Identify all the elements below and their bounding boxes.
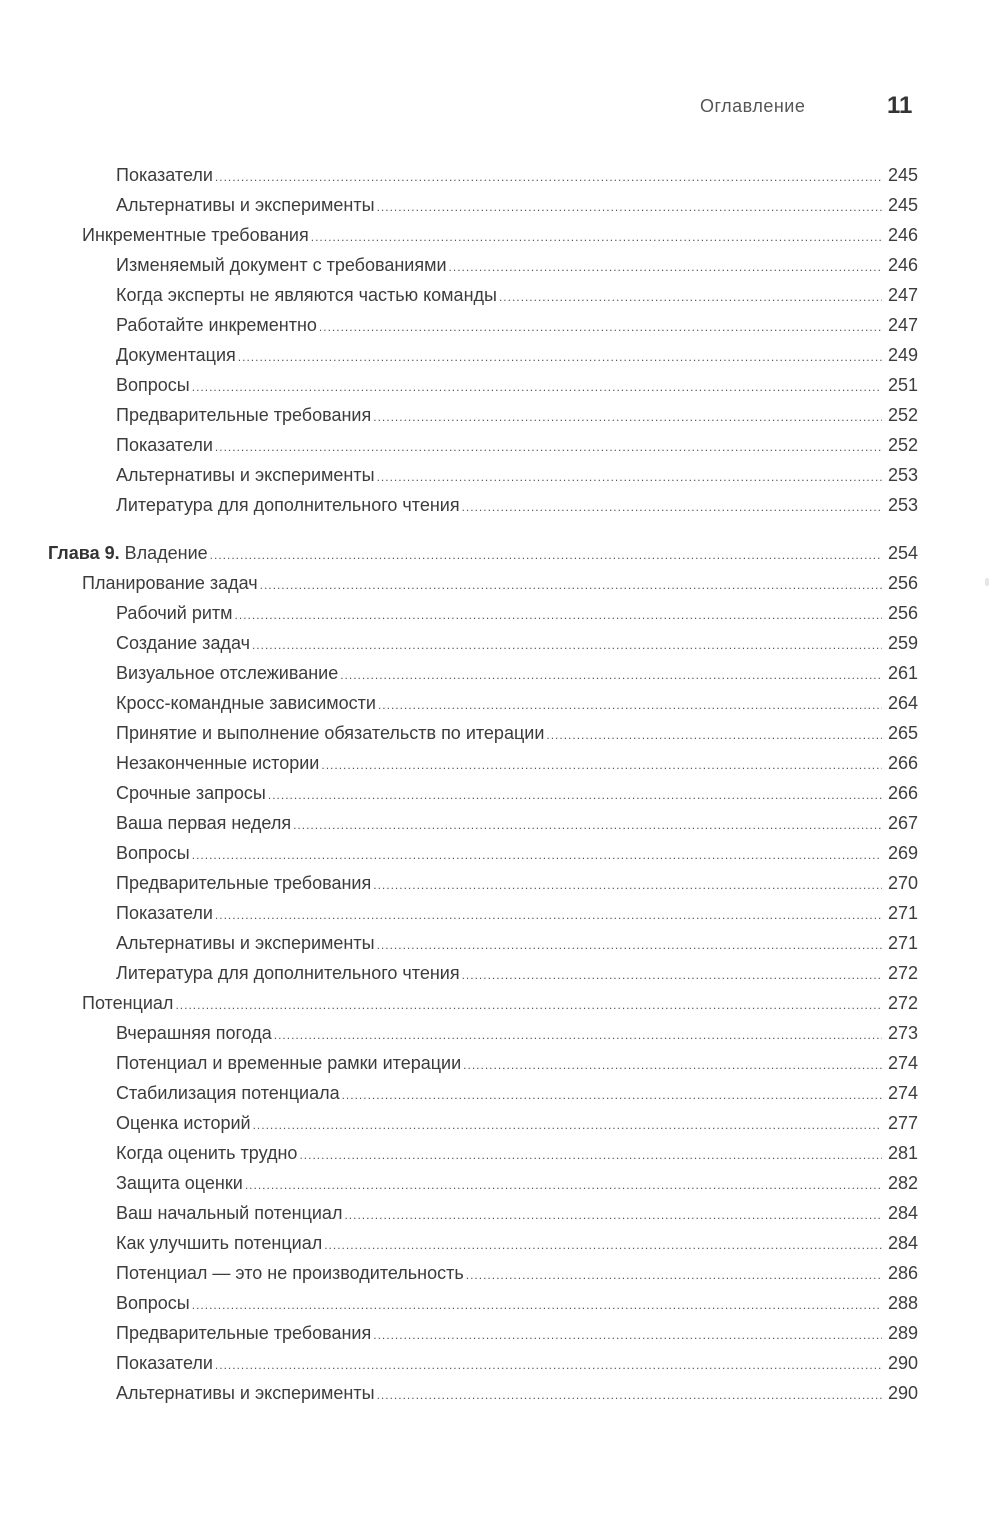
toc-entry-title: Вопросы bbox=[116, 375, 190, 395]
toc-entry[interactable] bbox=[116, 898, 918, 928]
toc-entry-title: Альтернативы и эксперименты bbox=[116, 1383, 375, 1403]
leader-dots bbox=[235, 600, 882, 628]
toc-entry-page: 249 bbox=[887, 345, 918, 365]
toc-entry-title: Принятие и выполнение обязательств по итерации bbox=[116, 723, 545, 743]
toc-entry[interactable] bbox=[116, 1198, 918, 1228]
toc-entry-title: Предварительные требования bbox=[116, 1323, 372, 1343]
leader-dots bbox=[373, 870, 882, 898]
leader-dots bbox=[253, 1110, 882, 1138]
leader-dots bbox=[466, 1260, 882, 1288]
toc-entry-title: Оценка историй bbox=[116, 1113, 251, 1133]
toc-section[interactable] bbox=[82, 988, 918, 1018]
toc-entry-page: 259 bbox=[887, 633, 918, 653]
leader-dots bbox=[268, 780, 882, 808]
toc-entry-page: 288 bbox=[887, 1293, 918, 1313]
toc-entry-page: 266 bbox=[887, 753, 918, 773]
toc-entry-page: 245 bbox=[887, 165, 918, 185]
toc-entry-page: 256 bbox=[887, 573, 918, 593]
toc-entry[interactable] bbox=[116, 808, 918, 838]
toc-entry-page: 270 bbox=[887, 873, 918, 893]
toc-entry-title: Визуальное отслеживание bbox=[116, 663, 339, 683]
toc-entry-title: Срочные запросы bbox=[116, 783, 266, 803]
toc-entry[interactable] bbox=[116, 400, 918, 430]
toc-entry-title: Потенциал bbox=[82, 993, 174, 1013]
toc-entry-title: Незаконченные истории bbox=[116, 753, 320, 773]
toc-entry-page: 267 bbox=[887, 813, 918, 833]
leader-dots bbox=[546, 720, 882, 748]
toc-entry[interactable] bbox=[116, 658, 918, 688]
leader-dots bbox=[342, 1080, 882, 1108]
leader-dots bbox=[192, 372, 882, 400]
toc-entry[interactable] bbox=[116, 1108, 918, 1138]
toc-entry[interactable] bbox=[116, 1288, 918, 1318]
leader-dots bbox=[260, 570, 882, 598]
toc-entry-page: 284 bbox=[887, 1203, 918, 1223]
toc-entry-page: 265 bbox=[887, 723, 918, 743]
toc-entry[interactable] bbox=[116, 1258, 918, 1288]
toc-entry-title: Показатели bbox=[116, 903, 213, 923]
toc-entry-title: Кросс-командные зависимости bbox=[116, 693, 376, 713]
leader-dots bbox=[252, 630, 882, 658]
toc-entry-page: 290 bbox=[887, 1383, 918, 1403]
toc-entry[interactable] bbox=[116, 778, 918, 808]
toc-entry[interactable] bbox=[116, 1348, 918, 1378]
leader-dots bbox=[299, 1140, 882, 1168]
leader-dots bbox=[215, 162, 882, 190]
leader-dots bbox=[499, 282, 882, 310]
toc-entry[interactable] bbox=[116, 958, 918, 988]
toc-entry-page: 251 bbox=[887, 375, 918, 395]
toc-entry[interactable] bbox=[116, 1048, 918, 1078]
toc-section[interactable] bbox=[82, 220, 918, 250]
toc-entry-title: Показатели bbox=[116, 1353, 213, 1373]
toc-entry[interactable] bbox=[116, 1168, 918, 1198]
leader-dots bbox=[215, 432, 882, 460]
toc-entry-title: Защита оценки bbox=[116, 1173, 243, 1193]
toc-entry-title: Инкрементные требования bbox=[82, 225, 309, 245]
toc-entry[interactable] bbox=[116, 718, 918, 748]
leader-dots bbox=[377, 1380, 882, 1408]
toc-entry[interactable] bbox=[116, 928, 918, 958]
toc-entry[interactable] bbox=[116, 340, 918, 370]
toc-entry-title: Потенциал и временные рамки итерации bbox=[116, 1053, 462, 1073]
toc-entry-title: Литература для дополнительного чтения bbox=[116, 963, 460, 983]
toc-entry-title: Показатели bbox=[116, 165, 213, 185]
toc-entry-page: 269 bbox=[887, 843, 918, 863]
leader-dots bbox=[324, 1230, 882, 1258]
toc-entry-page: 264 bbox=[887, 693, 918, 713]
leader-dots bbox=[245, 1170, 882, 1198]
toc-entry-page: 289 bbox=[887, 1323, 918, 1343]
toc-entry-page: 252 bbox=[887, 435, 918, 455]
toc-entry[interactable] bbox=[116, 598, 918, 628]
toc-entry-title: Показатели bbox=[116, 435, 213, 455]
leader-dots bbox=[377, 192, 882, 220]
toc-entry-page: 277 bbox=[887, 1113, 918, 1133]
chapter-prefix: Глава 9. bbox=[48, 543, 120, 563]
leader-dots bbox=[210, 540, 882, 568]
toc-entry[interactable] bbox=[116, 280, 918, 310]
toc-entry-page: 247 bbox=[887, 315, 918, 335]
toc-entry-page: 282 bbox=[887, 1173, 918, 1193]
leader-dots bbox=[377, 462, 882, 490]
toc-entry[interactable] bbox=[116, 1078, 918, 1108]
toc-entry-page: 246 bbox=[887, 255, 918, 275]
toc-entry-title: Вопросы bbox=[116, 843, 190, 863]
toc-entry[interactable] bbox=[116, 1378, 918, 1408]
page-number: 11 bbox=[887, 92, 913, 119]
toc-entry[interactable] bbox=[116, 688, 918, 718]
leader-dots bbox=[321, 750, 882, 778]
toc-entry-title: Альтернативы и эксперименты bbox=[116, 195, 375, 215]
toc-entry-page: 274 bbox=[887, 1083, 918, 1103]
toc-entry-title: Предварительные требования bbox=[116, 405, 372, 425]
leader-dots bbox=[373, 1320, 882, 1348]
toc-chapter[interactable] bbox=[48, 538, 918, 568]
leader-dots bbox=[293, 810, 882, 838]
toc-entry-title: Стабилизация потенциала bbox=[116, 1083, 340, 1103]
toc-entry-title: Ваша первая неделя bbox=[116, 813, 292, 833]
toc-entry-title: Альтернативы и эксперименты bbox=[116, 465, 375, 485]
toc-entry-page: 256 bbox=[887, 603, 918, 623]
toc-entry-page: 252 bbox=[887, 405, 918, 425]
running-header-title: Оглавление bbox=[700, 96, 806, 116]
toc-entry[interactable] bbox=[116, 748, 918, 778]
toc-entry-page: 253 bbox=[887, 465, 918, 485]
toc-entry-page: 245 bbox=[887, 195, 918, 215]
toc-entry-page: 272 bbox=[887, 963, 918, 983]
leader-dots bbox=[175, 990, 882, 1018]
toc-entry[interactable] bbox=[116, 1228, 918, 1258]
leader-dots bbox=[319, 312, 882, 340]
toc-entry-title: Альтернативы и эксперименты bbox=[116, 933, 375, 953]
leader-dots bbox=[192, 1290, 882, 1318]
toc-chapter-title bbox=[48, 538, 208, 568]
toc-entry-page: 274 bbox=[887, 1053, 918, 1073]
leader-dots bbox=[378, 690, 882, 718]
toc-entry-page: 254 bbox=[887, 543, 918, 563]
toc-entry[interactable] bbox=[116, 1318, 918, 1348]
toc-entry-title: Документация bbox=[116, 345, 236, 365]
toc-entry-title: Литература для дополнительного чтения bbox=[116, 495, 460, 515]
leader-dots bbox=[449, 252, 882, 280]
toc-entry-title: Планирование задач bbox=[82, 573, 258, 593]
toc-entry-title: Вопросы bbox=[116, 1293, 190, 1313]
toc-entry-page: 246 bbox=[887, 225, 918, 245]
toc-entry[interactable] bbox=[116, 430, 918, 460]
toc-entry-title: Как улучшить потенциал bbox=[116, 1233, 323, 1253]
leader-dots bbox=[311, 222, 882, 250]
leader-dots bbox=[462, 960, 882, 988]
toc-entry[interactable] bbox=[116, 1138, 918, 1168]
chapter-name: Владение bbox=[124, 543, 208, 563]
toc-entry-page: 281 bbox=[887, 1143, 918, 1163]
toc-entry-page: 284 bbox=[887, 1233, 918, 1253]
leader-dots bbox=[373, 402, 882, 430]
toc-entry-page: 271 bbox=[887, 933, 918, 953]
toc-entry-page: 266 bbox=[887, 783, 918, 803]
leader-dots bbox=[192, 840, 882, 868]
toc-entry-title: Рабочий ритм bbox=[116, 603, 233, 623]
leader-dots bbox=[340, 660, 882, 688]
toc-entry[interactable] bbox=[116, 460, 918, 490]
toc-entry-page: 286 bbox=[887, 1263, 918, 1283]
page-edge-mark bbox=[985, 578, 989, 586]
toc-entry-title: Вчерашняя погода bbox=[116, 1023, 272, 1043]
leader-dots bbox=[215, 900, 882, 928]
toc-entry-page: 272 bbox=[887, 993, 918, 1013]
leader-dots bbox=[238, 342, 882, 370]
toc-entry-title: Когда эксперты не являются частью команды bbox=[116, 285, 497, 305]
toc-entry[interactable] bbox=[116, 838, 918, 868]
toc-entry-title: Создание задач bbox=[116, 633, 250, 653]
toc-entry[interactable] bbox=[116, 628, 918, 658]
toc-section[interactable] bbox=[82, 568, 918, 598]
toc-entry[interactable] bbox=[116, 190, 918, 220]
toc-entry-page: 247 bbox=[887, 285, 918, 305]
toc-entry-page: 261 bbox=[887, 663, 918, 683]
toc-entry-title: Когда оценить трудно bbox=[116, 1143, 298, 1163]
toc-entry[interactable] bbox=[116, 250, 918, 280]
leader-dots bbox=[274, 1020, 882, 1048]
leader-dots bbox=[462, 492, 882, 520]
toc-entry-page: 273 bbox=[887, 1023, 918, 1043]
toc-entry-title: Изменяемый документ с требованиями bbox=[116, 255, 447, 275]
toc-entry[interactable] bbox=[116, 160, 918, 190]
toc-entry-page: 271 bbox=[887, 903, 918, 923]
leader-dots bbox=[344, 1200, 882, 1228]
running-header bbox=[0, 92, 1000, 122]
toc-entry[interactable] bbox=[116, 370, 918, 400]
toc-entry[interactable] bbox=[116, 310, 918, 340]
toc-entry[interactable] bbox=[116, 1018, 918, 1048]
toc-entry-page: 253 bbox=[887, 495, 918, 515]
leader-dots bbox=[215, 1350, 882, 1378]
toc-entry-title: Потенциал — это не производительность bbox=[116, 1263, 464, 1283]
toc-entry[interactable] bbox=[116, 490, 918, 520]
toc-entry-title: Предварительные требования bbox=[116, 873, 372, 893]
toc-entry-page: 290 bbox=[887, 1353, 918, 1373]
toc-entry-title: Ваш начальный потенциал bbox=[116, 1203, 343, 1223]
leader-dots bbox=[463, 1050, 882, 1078]
leader-dots bbox=[377, 930, 882, 958]
toc-entry-title: Работайте инкрементно bbox=[116, 315, 317, 335]
toc-entry[interactable] bbox=[116, 868, 918, 898]
